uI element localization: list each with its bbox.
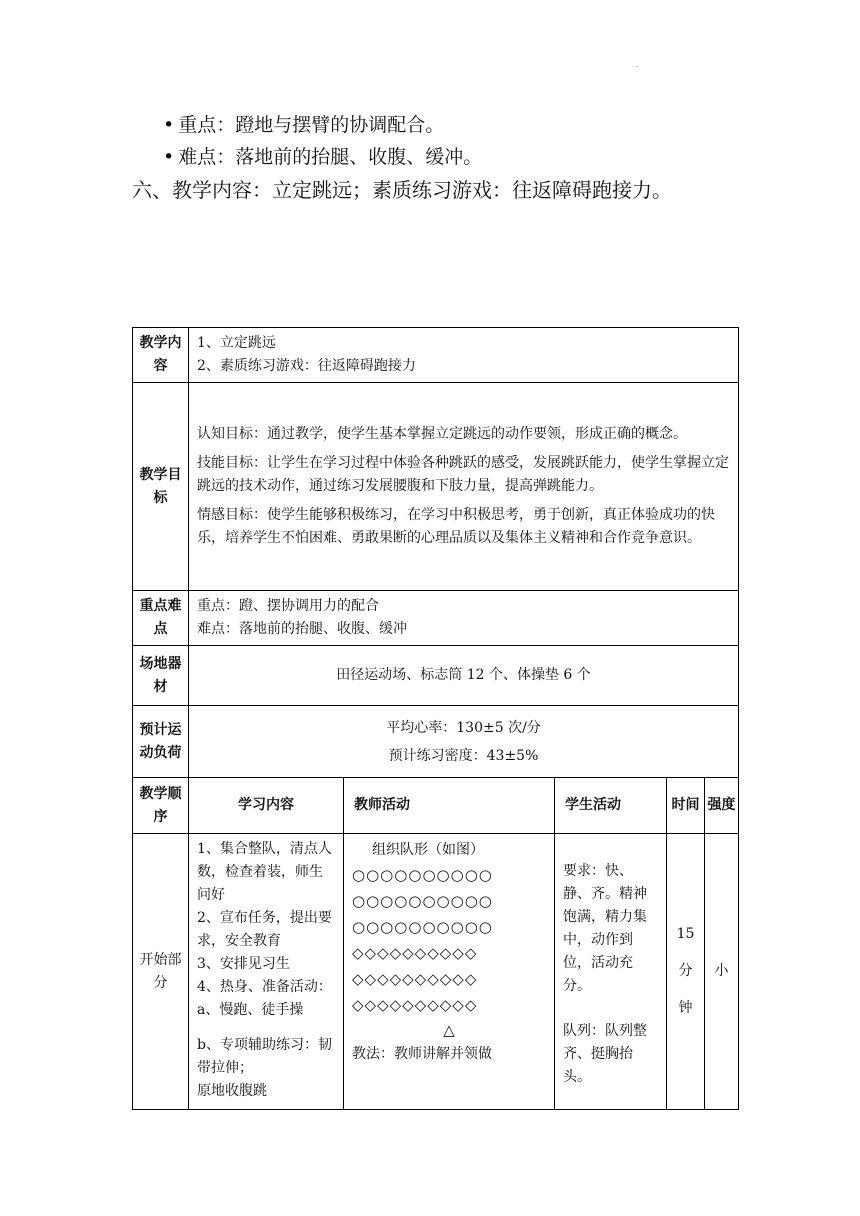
formation-title: 组织队形（如图） [372,842,484,858]
content-cell [189,328,739,383]
equipment-label [133,646,189,706]
start-part-label [133,834,189,1110]
bullet-icon: • [163,146,175,168]
intensity-header [705,778,739,834]
intensity-cell: 小 [705,834,739,1110]
student-activity-cell [555,834,667,1110]
content-item: 原地收腹跳 [197,1083,267,1099]
time-unit: 钟 [678,1000,693,1016]
content-line: 2、素质练习游戏：往返障碍跑接力 [197,358,416,374]
difficulty-line: 难点：落地前的抬腿、收腹、缓冲 [197,621,407,637]
bullet-icon: • [163,114,175,136]
emotional-goal: 情感目标：使学生能够积极练习，在学习中积极思考，勇于创新，真正体验成功的快乐，培养学生不怕困难、勇敢果断的心理品质以及集体主义精神和合作竞争意识。 [197,507,715,546]
density-line: 预计练习密度：43±5% [388,747,539,764]
time-cell [667,834,705,1110]
student-circle-row: ○○○○○○○○○○ [352,918,493,936]
student-circle-row: ○○○○○○○○○○ [352,866,493,884]
skill-goal: 技能目标：让学生在学习过程中体验各种跳跃的感受，发展跳跃能力，使学生掌握立定跳远的技术动作，通过练习发展腰腹和下肢力量，提高弹跳能力。 [197,455,729,494]
order-header [133,778,189,834]
equipment-label-text: 场地器材 [139,655,182,695]
order-header-text: 教学顺序 [139,785,182,825]
goals-label [133,383,189,591]
student-diamond-row: ◇◇◇◇◇◇◇◇◇◇ [352,944,478,962]
student-header: 学生活动 [555,778,667,834]
start-row [133,834,739,1110]
corner-mark: . [636,60,639,69]
content-item: 2、宣布任务，提出要求，安全教育 [197,910,332,949]
content-line: 1、立定跳远 [197,335,276,351]
content-row [133,328,739,383]
key-row [133,591,739,646]
equipment-row [133,646,739,706]
time-header-text: 时间 [671,797,700,813]
content-item: a、慢跑、徒手操 [197,1002,304,1018]
section-heading: 六、教学内容：立定跳远；素质练习游戏：往返障碍跑接力。 [132,178,672,202]
key-cell [189,591,739,646]
difficulty-bullet [163,142,482,169]
content-item: 3、安排见习生 [197,956,290,972]
time-header [667,778,705,834]
teacher-header: 教师活动 [344,778,555,834]
student-circle-row: ○○○○○○○○○○ [352,892,493,910]
student-formation: 队列：队列整齐、挺胸抬头。 [563,1023,647,1085]
equipment-cell: 田径运动场、标志筒 12 个、体操垫 6 个 [189,646,739,706]
teaching-method: 教法：教师讲解并领做 [352,1046,492,1062]
student-diamond-row: ◇◇◇◇◇◇◇◇◇◇ [352,970,478,988]
goals-label-text: 教学目标 [139,466,182,506]
start-part-text: 开始部分 [139,951,182,991]
lesson-plan-table [132,327,739,1110]
load-label-text: 预计运动负荷 [139,721,182,761]
content-label-text: 教学内容 [139,335,182,374]
content-item: b、专项辅助练习：韧带拉伸； [197,1037,332,1076]
key-point-line: 重点：蹬、摆协调用力的配合 [197,598,379,614]
key-label [133,591,189,646]
key-label-text: 重点难点 [139,598,182,637]
student-requirement: 要求：快、静、齐。精神饱满，精力集中，动作到位，活动充分。 [563,863,647,994]
teacher-activity-cell [344,834,555,1110]
intensity-header-text: 强度 [707,797,736,813]
content-header: 学习内容 [189,778,344,834]
time-value: 15 [676,926,695,942]
teacher-triangle-icon: △ [443,1021,455,1039]
load-row [133,706,739,778]
goals-row [133,383,739,591]
load-cell [189,706,739,778]
header-row [133,778,739,834]
difficulty-text: 难点：落地前的抬腿、收腹、缓冲。 [178,146,483,168]
student-diamond-row: ◇◇◇◇◇◇◇◇◇◇ [352,996,478,1014]
key-point-bullet [163,110,444,137]
key-point-text: 重点：蹬地与摆臂的协调配合。 [178,114,445,136]
time-unit: 分 [678,963,693,979]
goals-cell [189,383,739,591]
content-item: 4、热身、准备活动： [197,979,332,995]
cognitive-goal: 认知目标：通过教学，使学生基本掌握立定跳远的动作要领，形成正确的概念。 [197,426,687,442]
content-label [133,328,189,383]
start-content-cell [189,834,344,1110]
content-item: 1、集合整队，清点人数，检查着装，师生问好 [197,841,332,903]
heart-rate-line: 平均心率：130±5 次/分 [386,719,541,736]
load-label [133,706,189,778]
